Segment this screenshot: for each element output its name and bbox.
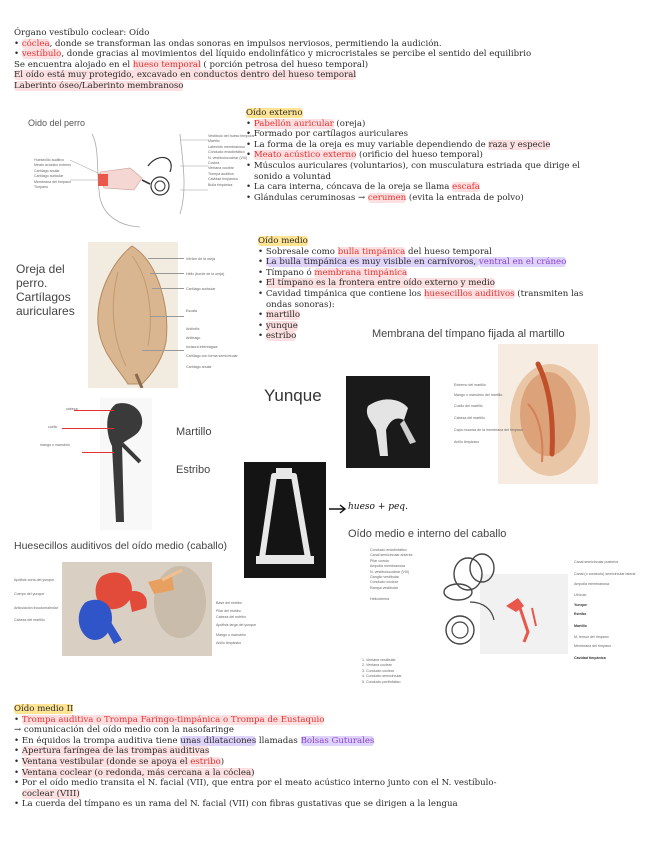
medio-bullet-3: • Tímpano ó membrana timpánica [258,268,648,279]
huesecillo-estribo: • estribo [258,331,648,342]
handwritten-arrow-icon [328,504,348,514]
horse-inner-ear-diagram [420,546,570,658]
stapes-xray-photo [244,462,326,578]
medio2-bullet-6: • Ventana coclear (o redonda, más cercana a la cóclea) [14,768,648,779]
oreja-caption: Oreja del perro. Cartílagos auriculares [16,262,75,318]
caballo-labels-right: Canal semicircular posterior Canal (o conducto) semicircular lateral Ampolla membranosa Utrículo Yunque Estribo Martillo M. tensor del tímpano Membrana del tímpano Cavidad timpánica [574,560,636,660]
martillo-caption: Martillo [176,426,212,438]
dog-ear-cartilage-photo [88,242,178,388]
externo-bullet-6: • La cara interna, cóncava de la oreja se llama escafa [246,182,646,193]
intro-line-4: Se encuentra alojado en el hueso temporal ( porción petrosa del hueso temporal) [14,59,369,70]
huesecillos-labels-left: Apófisis corta del yunque Cuerpo del yunque Articulación incudomaleolar Cabeza del martillo [14,578,58,622]
externo-bullet-4: • Meato acústico externo (orificio del hueso temporal) [246,150,646,161]
perro-labels-left: Huesecillo auditivo Meato acústico externo Cartílago anular Cartílago auricular Membrana del tímpano Tímpano [34,158,72,190]
huesecillo-martillo: • martillo [258,310,648,321]
intro-line-1: Órgano vestíbulo coclear: Oído [14,28,150,38]
medio2-bullet-7-cont: coclear (VIII) [22,788,80,799]
leader-line [82,452,114,453]
perro-figure-title: Oido del perro [28,118,86,128]
huesecillos-caption: Huesecillos auditivos del oído medio (caballo) [14,540,228,552]
medio2-bullet-3: • En équidos la trompa auditiva tiene unas dilataciones llamadas Bolsas Guturales [14,736,648,747]
intro-line-5: El oído está muy protegido, excavado en conductos dentro del hueso temporal [14,70,357,81]
medio-bullet-4: • El tímpano es la frontera entre oído externo y medio [258,278,648,289]
medio2-bullet-5: • Ventana vestibular (donde se apoya el estribo) [14,757,648,768]
externo-bullet-3: • La forma de la oreja es muy variable dependiendo de raza y especie [246,140,646,151]
medio2-bullet-1: • Trompa auditiva o Trompa Faringo-timpánica o Trompa de Eustaquio [14,715,648,726]
externo-bullet-7: • Glándulas ceruminosas → cerumen (evita la entrada de polvo) [246,193,646,204]
incus-xray-photo [346,376,430,468]
externo-bullet-5: • Músculos auriculares (voluntarios), con musculatura estriada que dirige el [246,161,646,172]
incus-shape [346,376,430,468]
externo-bullet-5-cont: sonido a voluntad [254,171,332,182]
leader-line [74,410,114,411]
oido-externo-section [246,108,646,203]
intro-line-3: • vestíbulo, donde gracias al movimientos del líquido endolinfático y microcristales se percibe el sentido del equilibrio [14,49,644,60]
intro-line-6: Laberinto óseo/Laberinto membranoso [14,80,184,91]
leader-line [62,428,114,429]
oido-medio-2-section [14,704,648,810]
yunque-caption: Yunque [264,386,322,405]
oido-medio-section [258,236,648,342]
medio-interno-caption: Oído medio e interno del caballo [348,528,507,540]
ossicles-photo [62,562,212,656]
stapes-shape [244,462,326,578]
estribo-caption: Estribo [176,464,211,476]
oido-medio-2-title: Oído medio II [14,704,74,714]
medio-bullet-5: • Cavidad timpánica que contiene los huesecillos auditivos (transmiten las [258,289,648,300]
oreja-labels: Vértice de la oreja Hélix (borde de la oreja) Cartílago auricular Escafa Antihélix Antitrago Incisura intertrágica Cartílago con forma semicircular Cartílago anular [186,257,238,369]
huesecillos-labels-right: Base del estribo Pilar del estribo Cabeza del estribo Apófisis larga del yunque Mango o manubrio Anillo timpánico [216,601,257,645]
medio2-bullet-2: → comunicación del oído medio con la nasofaringe [14,725,234,736]
malleus-xray-photo [100,398,152,530]
martillo-labels: cabeza cuello mango o manubrio [40,407,78,447]
medio2-bullet-4: • Apertura faríngea de las trompas auditivas [14,746,648,757]
malleus-shape [100,398,152,530]
medio-bullet-5-cont: ondas sonoras): [266,299,335,310]
externo-bullet-2: • Formado por cartílagos auriculares [246,129,646,140]
caballo-labels-bottom: 1. Ventana vestibular 2. Ventana coclear 3. Conducto coclear 4. Conducto semicircular 5. Conducto perilinfático [362,658,402,684]
perro-labels-right: Vestíbulo del hueso temporal Martillo Laberinto membranoso Conducto endolinfático N. vestibulococlear (VIII) Cóclea Ventana coclear Trompa auditiva Cavidad timpánica Bulla timpánica [208,134,255,187]
medio2-bullet-8: • La cuerda del tímpano es un rama del N. facial (VII) con fibras gustativas que se dirigen a la lengua [14,799,648,810]
oido-externo-title: Oído externo [246,108,303,118]
leader-line [150,273,184,274]
ossicles-shape [62,562,212,656]
leader-line [150,316,184,317]
intro-block [14,28,644,92]
medio-bullet-1: • Sobresale como bulla timpánica del hueso temporal [258,247,648,258]
membrana-labels: Extremo del martillo Mango o manubrio del martillo Cuello del martillo Cabeza del martillo Capa mucosa de la membrana del tímpano Anillo timpánico [454,383,523,444]
leader-line [142,350,184,351]
caballo-labels-left: Conducto endolinfático Canal semicircular anterior Pilar común Ampolla membranosa N. vestibulococlear (VIII) Ganglio vestibular Conducto coclear Rampa vestibular Helicotrema [370,548,413,602]
ear-cartilage-shape [88,242,178,388]
medio2-bullet-7: • Por el oído medio transita el N. facial (VII), que entra por el meato acústico interno junto con el N. vestíbulo- [14,778,648,789]
externo-bullet-1: • Pabellón auricular (oreja) [246,119,646,130]
medio-bullet-2: • La bulla timpánica es muy visible en carnívoros, ventral en el cráneo [258,257,648,268]
hueso-note: hueso + peq. [348,502,408,512]
intro-line-2: • cóclea, donde se transforman las ondas sonoras en impulsos nerviosos, permitiendo la audición. [14,39,644,50]
oido-medio-title: Oído medio [258,236,308,246]
huesecillo-yunque: • yunque [258,321,648,332]
leader-line [152,288,184,289]
leader-line [148,258,184,259]
membrana-caption: Membrana del tímpano fijada al martillo [372,328,565,340]
